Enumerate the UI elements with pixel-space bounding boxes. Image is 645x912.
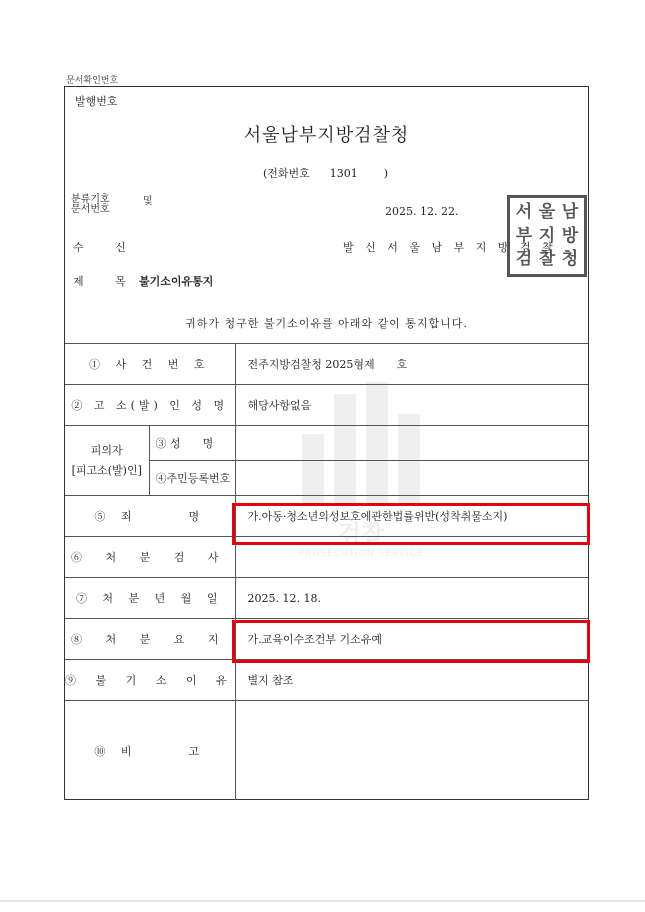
charge-highlight-box [232,503,590,545]
suspect-name-label: ③ 성 명 [149,426,235,461]
subject-label: 제 목 [73,275,140,288]
table-row [65,701,588,801]
disposition-date-label: ⑦ 처 분 년 월 일 [65,578,235,619]
phone-close: ) [383,167,389,180]
non-prosecution-reason-label: ⑨ 불 기 소 이 유 [65,660,235,701]
table-row [65,426,588,461]
suspect-name-value [235,426,588,461]
remarks-label: ⑩ 비 고 [65,701,235,801]
disposition-highlight-box [232,620,590,663]
disposition-date-value: 2025. 12. 18. [235,578,588,619]
notice-table [65,343,588,800]
recipient-label: 수 신 [73,241,140,254]
document-frame [64,86,589,800]
document-date: 2025. 12. 22. [385,205,459,218]
case-number-value: 전주지방검찰청 2025형제 호 [235,344,588,385]
suspect-group-label [65,426,149,496]
classification-and: 및 [143,196,153,207]
classification-line1: 분류기호 [71,194,110,205]
sender-line: 발 신 서 울 남 부 지 방 검 찰 [343,241,557,254]
classification-line2: 문서번호 [71,204,110,215]
prosecutor-label: ⑥ 처 분 검 사 [65,537,235,578]
complainant-label: ② 고 소(발) 인 성 명 [65,385,235,426]
subject-value: 불기소이유통지 [139,275,214,288]
case-number-label: ① 사 건 번 호 [65,344,235,385]
suspect-group-line1: 피의자 [90,443,123,457]
complainant-value: 해당사항없음 [235,385,588,426]
disposition-summary-value: 가.교육이수조건부 기소유예 [235,619,588,660]
table-row [65,385,588,426]
suspect-group-line2: [피고소(발)인] [71,463,142,477]
charge-label: ⑤ 죄 명 [65,496,235,537]
phone-open: (전화번호 [263,167,310,180]
issue-number-label: 발행번호 [75,95,118,108]
watermark-subtext: PROSECUTION SERVICE [298,549,424,559]
classification-label [71,194,153,215]
official-seal-stamp: 서 울 남 부 지 방 검 찰 청 [507,195,587,277]
non-prosecution-reason-value: 별지 참조 [235,660,588,701]
charge-value: 가.아동·청소년의성보호에관한법률위반(성착취물소지) [235,496,588,537]
suspect-id-label: ④주민등록번호 [149,461,235,496]
suspect-id-value [235,461,588,496]
disposition-summary-label: ⑧ 처 분 요 지 [65,619,235,660]
remarks-value [235,701,588,801]
notice-intro-text: 귀하가 청구한 불기소이유를 아래와 같이 통지합니다. [185,317,468,330]
phone-line [263,165,388,181]
table-row [65,344,588,385]
document-confirmation-label: 문서확인번호 [66,76,119,86]
phone-extension: 1301 [329,167,358,180]
table-row [65,578,588,619]
page-bottom-divider [0,900,645,902]
table-row [65,660,588,701]
office-name-title: 서울남부지방검찰청 [243,125,410,146]
watermark-text: 검찰 [337,520,385,548]
